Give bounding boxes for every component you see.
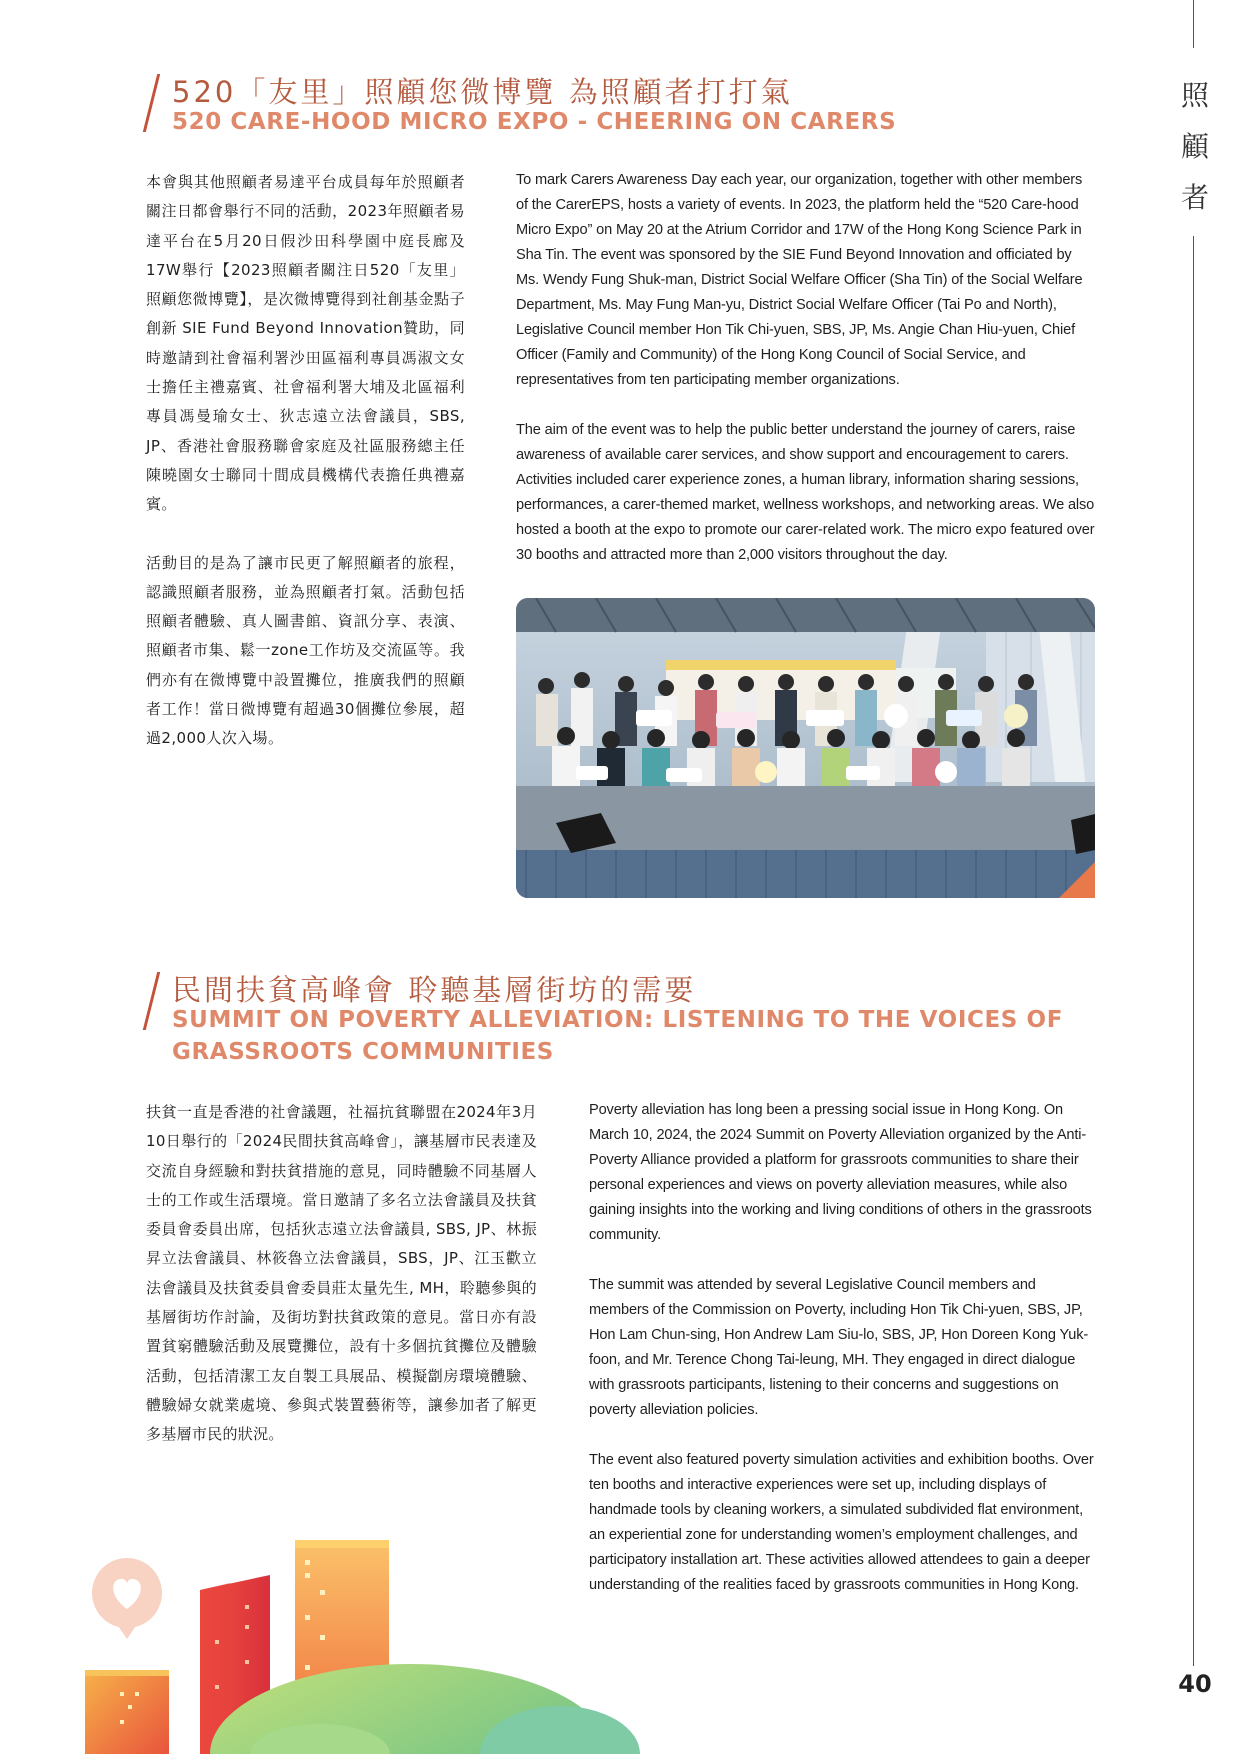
section1-slash [143, 74, 160, 132]
photo-corner-accent [1059, 862, 1095, 898]
section1-en-text [516, 168, 1095, 568]
section1-title-en: 520 CARE-HOOD MICRO EXPO - CHEERING ON CARERS [172, 109, 897, 135]
group-photo [516, 598, 1095, 898]
section2-zh-paragraph: 扶貧一直是香港的社會議題，社福抗貧聯盟在2024年3月10日舉行的「2024民間扶貧高峰會」，讓基層市民表達及交流自身經驗和對扶貧措施的意見，同時體驗不同基層人士的工作或生活環境。當日邀請了多名立法會議員及扶貧委員會委員出席，包括狄志遠立法會議員, SBS, JP、林振昇立法會議員、林筱魯立法會議員，SBS，JP、江玉歡立法會議員及扶貧委員會委員莊太量先生, MH，聆聽參與的基層街坊作討論，及街坊對扶貧政策的意見。當日亦有設置貧窮體驗活動及展覽攤位，設有十多個抗貧攤位及體驗活動，包括清潔工友自製工具展品、模擬劏房環境體驗、體驗婦女就業處境、參與式裝置藝術等，讓參加者了解更多基層市民的狀況。 [146, 1103, 537, 1444]
section2-title-en-line: GRASSROOTS COMMUNITIES [172, 1039, 554, 1065]
section2-en-paragraph: The event also featured poverty simulation activities and exhibition booths. Over ten booths and interactive experiences were set up, including displays of handmade tools by cleaning workers, a simulated subdivided flat environment, an experiential zone for understanding women’s employment challenges, and participatory installation art. These activities allowed attendees to gain a deeper understanding of the realities faced by grassroots communities in Hong Kong. [589, 1452, 1094, 1593]
section2-zh-text [146, 1098, 537, 1450]
margin-rule-top [1193, 0, 1194, 48]
section2-title-zh: 民間扶貧高峰會 聆聽基層街坊的需要 [172, 973, 697, 1007]
side-tab-char: 照 [1180, 79, 1209, 112]
heart-bubble-icon [92, 1558, 162, 1639]
section1-zh-paragraph: 活動目的是為了讓市民更了解照顧者的旅程，認識照顧者服務，並為照顧者打氣。活動包括照顧者體驗、真人圖書館、資訊分享、表演、照顧者市集、鬆一zone工作坊及交流區等。我們亦有在微博覽中設置攤位，推廣我們的照顧者工作！當日微博覽有超過30個攤位參展，超過2,000人次入場。 [146, 553, 465, 748]
section2-title-en [172, 1004, 1063, 1068]
side-tab-char: 顧 [1180, 130, 1209, 163]
section1-zh-paragraph: 本會與其他照顧者易達平台成員每年於照顧者關注日都會舉行不同的活動，2023年照顧者易達平台在5月20日假沙田科學園中庭長廊及17W舉行【2023照顧者關注日520「友里」照顧您微博覽】，是次微博覽得到社創基金點子創新 SIE Fund Beyond Innovation贊助，同時邀請到社會福利署沙田區福利專員馮淑文女士擔任主禮嘉賓、社會福利署大埔及北區福利專員馮曼瑜女士、狄志遠立法會議員，SBS, JP、香港社會服務聯會家庭及社區服務總主任陳曉園女士聯同十間成員機構代表擔任典禮嘉賓。 [146, 173, 465, 514]
section2-title-en-line: SUMMIT ON POVERTY ALLEVIATION: LISTENING TO THE VOICES OF [172, 1007, 1064, 1033]
page-number: 40 [1178, 1670, 1212, 1698]
section2-en-paragraph: Poverty alleviation has long been a pressing social issue in Hong Kong. On March 10, 2024, the 2024 Summit on Poverty Alleviation organized by the Anti-Poverty Alliance provided a platform for grassroots communities to share their personal experiences and views on poverty alleviation measures, while also gaining insights into the working and living conditions of others in the grassroots community. [589, 1102, 1092, 1243]
section1-zh-text [146, 168, 465, 754]
margin-rule-bottom [1193, 236, 1194, 1666]
side-tab-char: 者 [1180, 181, 1209, 214]
section2-slash [143, 972, 160, 1030]
section1-en-paragraph: The aim of the event was to help the public better understand the journey of carers, raise awareness of available carer services, and show support and encouragement to carers. Activities included carer experience zones, a human library, information sharing sessions, performances, a carer-themed market, wellness workshops, and networking areas. We also hosted a booth at the expo to promote our carer-related work. The micro expo featured over 30 booths and attracted more than 2,000 visitors throughout the day. [516, 422, 1095, 563]
side-tab [1178, 70, 1212, 223]
buildings-illustration [80, 1535, 640, 1758]
section1-en-paragraph: To mark Carers Awareness Day each year, our organization, together with other members of the CarerEPS, hosts a variety of events. In 2023, the platform held the “520 Care-hood Micro Expo” on May 20 at the Atrium Corridor and 17W of the Hong Kong Science Park in Sha Tin. The event was sponsored by the SIE Fund Beyond Innovation and officiated by Ms. Wendy Fung Shuk-man, District Social Welfare Officer (Sha Tin) of the Social Welfare Department, Ms. May Fung Man-yu, District Social Welfare Officer (Tai Po and North), Legislative Council member Hon Tik Chi-yuen, SBS, JP, Ms. Angie Chan Hiu-yuen, Chief Officer (Family and Community) of the Hong Kong Council of Social Service, and representatives from ten participating member organizations. [516, 172, 1083, 388]
section2-en-text [589, 1098, 1095, 1598]
section2-en-paragraph: The summit was attended by several Legislative Council members and members of the Commission on Poverty, including Hon Tik Chi-yuen, SBS, JP, Hon Lam Chun-sing, Hon Andrew Lam Siu-lo, SBS, JP, Hon Doreen Kong Yuk-foon, and Mr. Terence Chong Tai-leung, MH. They engaged in direct dialogue with grassroots participants, listening to their concerns and suggestions on poverty alleviation policies. [589, 1277, 1089, 1418]
section1-title-zh: 520「友里」照顧您微博覽 為照顧者打打氣 [172, 75, 793, 109]
